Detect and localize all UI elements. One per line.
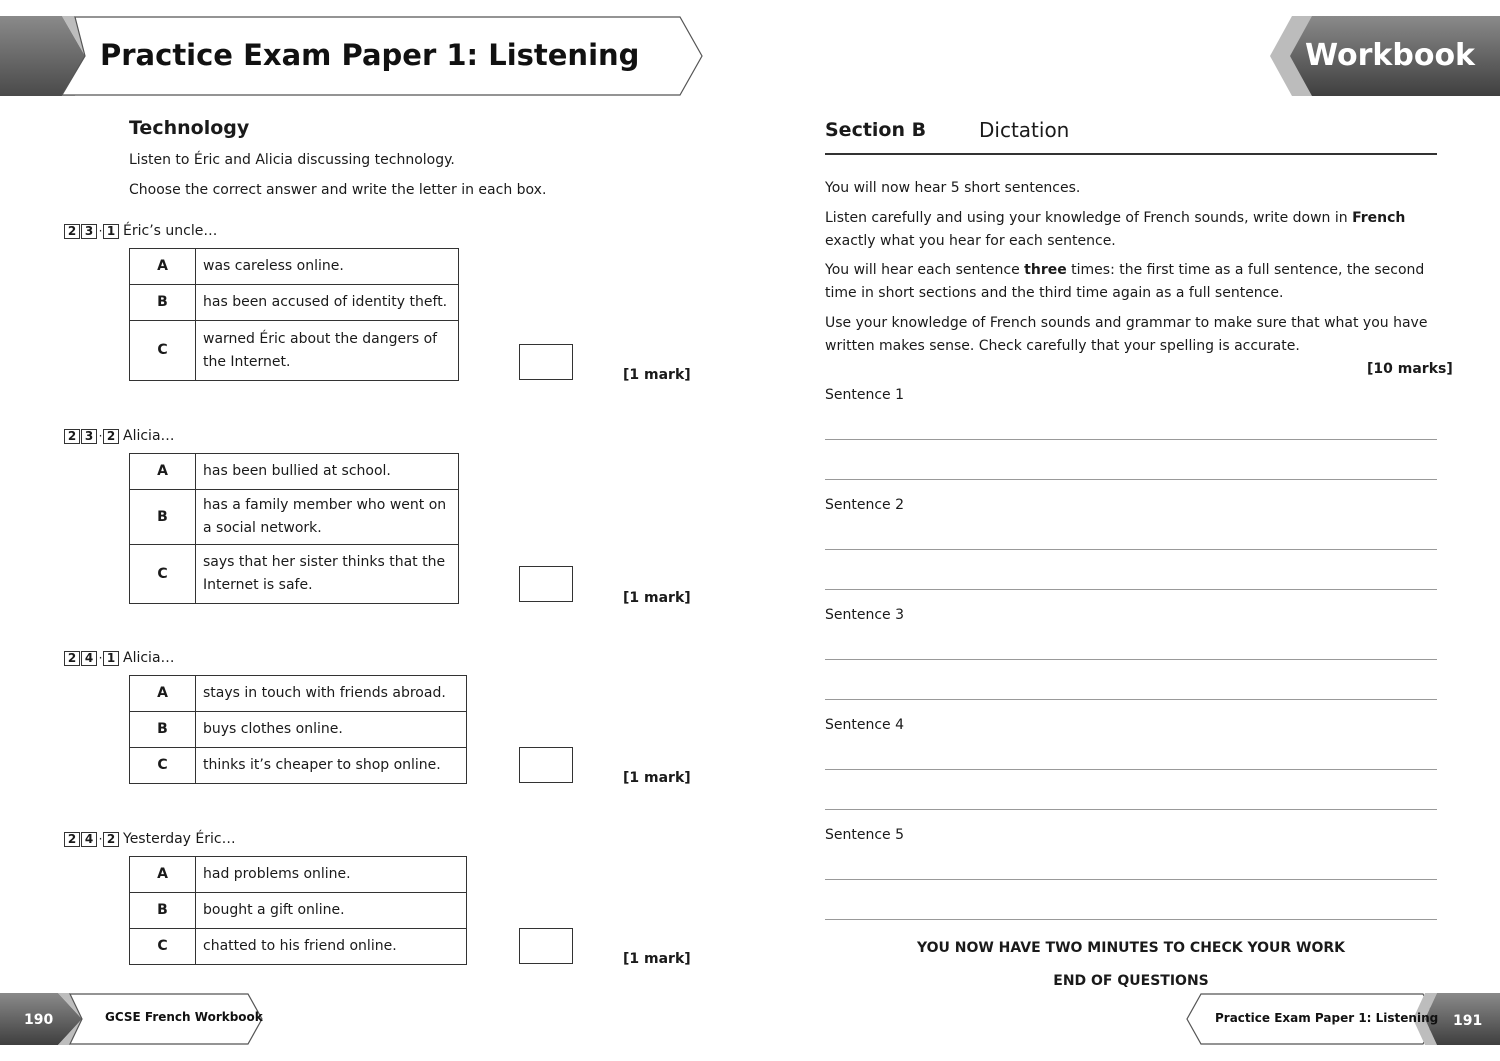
section-label: Section B — [825, 119, 927, 141]
answer-line[interactable] — [825, 479, 1437, 480]
question-stem: Alicia… — [123, 650, 175, 666]
options-table: A had problems online. B bought a gift online. C chatted to his friend online. — [129, 856, 467, 965]
end-notice: END OF QUESTIONS — [1053, 973, 1209, 989]
sentence-label: Sentence 3 — [825, 607, 905, 623]
instruction-1: Listen to Éric and Alicia discussing technology. — [129, 152, 455, 168]
instruction-2: Choose the correct answer and write the letter in each box. — [129, 182, 547, 198]
answer-line[interactable] — [825, 769, 1437, 770]
answer-line[interactable] — [825, 439, 1437, 440]
answer-box[interactable] — [519, 928, 573, 964]
mark-label: [1 mark] — [623, 367, 691, 383]
page-title: Practice Exam Paper 1: Listening — [100, 38, 640, 72]
answer-box[interactable] — [519, 747, 573, 783]
answer-line[interactable] — [825, 659, 1437, 660]
instruction-2: Listen carefully and using your knowledge of French sounds, write down in French exactly what you hear for each sentence. — [825, 210, 1406, 249]
section-divider — [825, 153, 1437, 155]
answer-line[interactable] — [825, 589, 1437, 590]
check-work-notice: YOU NOW HAVE TWO MINUTES TO CHECK YOUR WORK — [916, 940, 1346, 956]
sentence-label: Sentence 5 — [825, 827, 905, 843]
total-marks: [10 marks] — [1367, 361, 1453, 377]
section-title: Dictation — [979, 118, 1070, 142]
answer-line[interactable] — [825, 919, 1437, 920]
question-number: 2 3 · 2 Alicia… — [64, 428, 175, 444]
answer-box[interactable] — [519, 344, 573, 380]
page-number-right: 191 — [1453, 1013, 1483, 1029]
instruction-4: Use your knowledge of French sounds and grammar to make sure that what you have written makes sense. Check carefully that your spelling is accurate. — [825, 315, 1428, 354]
instruction-3: You will hear each sentence three times: the first time as a full sentence, the second time in short sections and the third time again as a full sentence. — [825, 262, 1425, 301]
mark-label: [1 mark] — [623, 951, 691, 967]
mark-label: [1 mark] — [623, 770, 691, 786]
question-number: 2 3 · 1 Éric’s uncle… — [64, 223, 217, 239]
options-table: A was careless online. B has been accused of identity theft. C warned Éric about the dangers of the Internet. — [129, 248, 459, 381]
question-stem: Éric’s uncle… — [123, 223, 218, 239]
options-table: A stays in touch with friends abroad. B buys clothes online. C thinks it’s cheaper to shop online. — [129, 675, 467, 784]
options-table: A has been bullied at school. B has a family member who went on a social network. C says that her sister thinks that the Internet is safe. — [129, 453, 459, 604]
question-stem: Alicia… — [123, 428, 175, 444]
answer-line[interactable] — [825, 549, 1437, 550]
answer-line[interactable] — [825, 699, 1437, 700]
question-stem: Yesterday Éric… — [123, 831, 236, 847]
section-heading: Technology — [129, 117, 250, 139]
answer-line[interactable] — [825, 809, 1437, 810]
question-number: 2 4 · 2 Yesterday Éric… — [64, 831, 236, 847]
footer-title-right: Practice Exam Paper 1: Listening — [1215, 1011, 1439, 1025]
page-number-left: 190 — [24, 1012, 54, 1028]
sentence-label: Sentence 1 — [825, 387, 905, 403]
question-number: 2 4 · 1 Alicia… — [64, 650, 175, 666]
footer-title-left: GCSE French Workbook — [105, 1010, 263, 1024]
instruction-1: You will now hear 5 short sentences. — [825, 180, 1081, 196]
sentence-label: Sentence 4 — [825, 717, 905, 733]
answer-line[interactable] — [825, 879, 1437, 880]
workbook-badge-label: Workbook — [1304, 38, 1476, 73]
mark-label: [1 mark] — [623, 590, 691, 606]
answer-box[interactable] — [519, 566, 573, 602]
sentence-label: Sentence 2 — [825, 497, 905, 513]
